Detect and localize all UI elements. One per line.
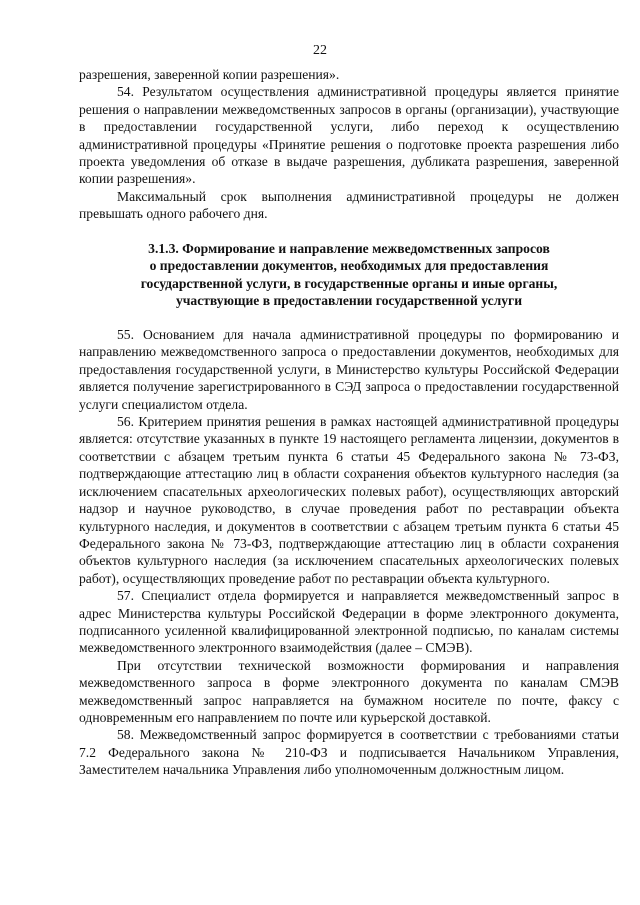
page-number: 22 <box>313 43 327 58</box>
paragraph-56: 56. Критерием принятия решения в рамках настоящей административной процедуры является: отсутствие указанных в пункте 19 настоящего регламента лицензии, документов в соответствии с абзацем третьим пункта 6 статьи 45 Федерального закона № 73-ФЗ, подтверждающие аттестацию лиц в области сохранения объектов культурного наследия (за исключением спасательных археологических полевых работ), осуществляющих авторский надзор и научное руководство, в случае проведения работ по реставрации объекта культурного наследия, и документов в соответствии с абзацем третьим пункта 6 статьи 45 Федерального закона № 73-ФЗ, подтверждающие аттестацию лиц в области сохранения объектов культурного наследия (за исключением спасательных археологических полевых работ), осуществляющих проведение работ по реставрации объекта культурного. <box>79 414 619 586</box>
section-heading-line: участвующие в предоставлении государственной услуги <box>175 293 523 309</box>
paragraph-58: 58. Межведомственный запрос формируется в соответствии с требованиями статьи 7.2 Федерального закона № 210-ФЗ и подписывается Начальником Управления, Заместителем начальника Управления либо уполномоченным должностным лицом. <box>79 727 619 778</box>
document-body <box>79 66 619 779</box>
section-heading-line: 3.1.3. Формирование и направление межведомственных запросов <box>148 240 550 256</box>
paragraph-no-technical-possibility: При отсутствии технической возможности формирования и направления межведомственного запроса в форме электронного документа по каналам СМЭВ межведомственный запрос направляется на бумажном носителе по почте, факсу с одновременным его направлением по почте или курьерской доставкой. <box>79 657 619 725</box>
paragraph-continuation: разрешения, заверенной копии разрешения». <box>79 67 340 82</box>
section-heading-3-1-3 <box>79 240 619 310</box>
paragraph-54: 54. Результатом осуществления административной процедуры является принятие решения о направлении межведомственных запросов в органы (организации), участвующие в предоставлении государственной услуги, либо переход к осуществлению административной процедуры «Принятие решения о подготовке проекта разрешения либо проекта уведомления об отказе в выдаче разрешения, дубликата разрешения, заверенной копии разрешения». <box>79 84 619 187</box>
section-heading-line: о предоставлении документов, необходимых для предоставления <box>149 258 549 274</box>
paragraph-max-term: Максимальный срок выполнения административной процедуры не должен превышать одного рабочего дня. <box>79 188 619 222</box>
paragraph-55: 55. Основанием для начала административной процедуры по формированию и направлению межведомственного запроса о предоставлении документов, необходимых для предоставления государственной услуги, в Министерство культуры Российской Федерации является получение зарегистрированного в СЭД запроса о предоставлении государственной услуги специалистом отдела. <box>79 327 619 412</box>
paragraph-57: 57. Специалист отдела формируется и направляется межведомственный запрос в адрес Министерства культуры Российской Федерации в форме электронного документа, подписанного усиленной квалифицированной электронной подписью, по каналам системы межведомственного электронного взаимодействия (далее – СМЭВ). <box>79 588 619 656</box>
section-heading-line: государственной услуги, в государственные органы и иные органы, <box>140 275 558 291</box>
